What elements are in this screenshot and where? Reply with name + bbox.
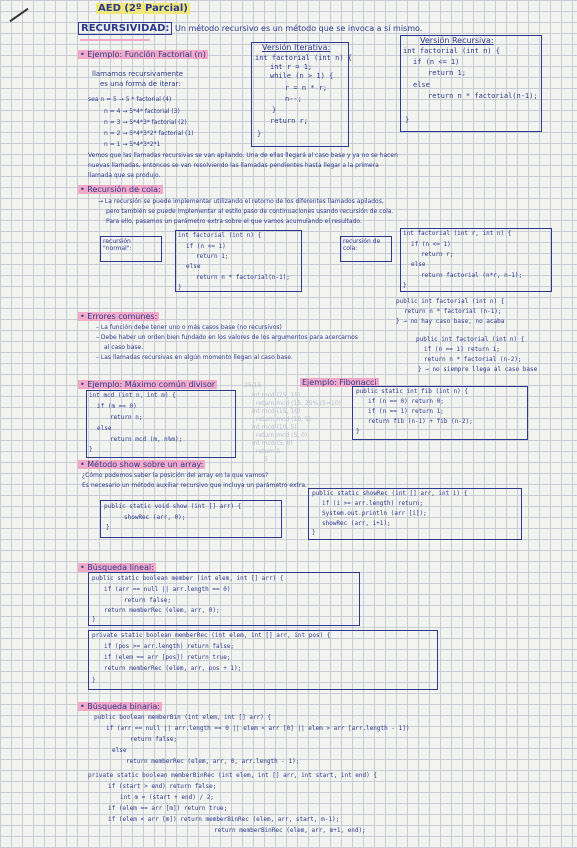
fib-code-1: if (n == 0) return 0; bbox=[368, 398, 444, 405]
fib-code-3: return fib (n-1) + fib (n-2); bbox=[368, 418, 473, 425]
rec-code-2: return 1; bbox=[428, 69, 466, 77]
normal-code-2: return 1; bbox=[196, 253, 229, 260]
rec-code-0: int factorial (int n) { bbox=[403, 47, 500, 55]
mcd-trace-3: int mcd (15, 10) bbox=[252, 408, 301, 415]
iter-code-7: } bbox=[257, 130, 262, 138]
iter-version-title: Versión Iterativa: bbox=[262, 43, 331, 52]
normal-code-0: int factorial (int n) { bbox=[178, 232, 262, 239]
page-title: AED (2º Parcial) bbox=[98, 3, 188, 14]
tail-code-1: if (n <= 1) bbox=[411, 241, 451, 248]
tail-code-4: return factorial (n*r, n-1); bbox=[421, 272, 523, 279]
lineal-code1-3: return memberRec (elem, arr, 0); bbox=[104, 607, 220, 614]
errores-side-3: public int factorial (int n) { bbox=[416, 336, 525, 343]
cola-line-0: → La recursión se puede implementar utilizando el retorno de los diferentes llamados apilados, bbox=[98, 198, 384, 205]
factorial-trace-4: n = 1 → 5*4*3*2*1 bbox=[104, 141, 161, 148]
lineal-code1-0: public static boolean member (int elem, int [] arr) { bbox=[92, 575, 284, 582]
rec-code-5: } bbox=[405, 116, 410, 124]
mcd-trace-6: return mcd (5, 0) bbox=[256, 432, 308, 439]
binaria-code-8: if (elem == arr [m]) return true; bbox=[108, 805, 228, 812]
normal-code-4: return n * factorial(n-1); bbox=[196, 274, 290, 281]
lineal-code2-3: return memberRec (elem, arr, pos + 1); bbox=[104, 665, 242, 672]
errores-line-1: – Debe haber un orden bien fundado en los valores de los argumentos para acercarnos bbox=[96, 334, 358, 341]
iter-code-6: return r; bbox=[270, 117, 308, 125]
mcd-trace-9: 5 bbox=[264, 456, 268, 463]
errores-side-5: return n * factorial (n-2); bbox=[424, 356, 522, 363]
tail-label: recursión de cola: bbox=[343, 238, 381, 252]
cola-bullet: • Recursión de cola: bbox=[80, 185, 161, 194]
binaria-code-6: if (start > end) return false; bbox=[108, 783, 217, 790]
show-code1-0: public static void show (int [] arr) { bbox=[104, 503, 242, 510]
cola-line-2: Para ello, pasamos un parámetro extra sobre el que vamos acumulando el resultado. bbox=[106, 218, 362, 225]
normal-code-1: if (n <= 1) bbox=[186, 243, 226, 250]
mcd-trace-7: int mcd (5, 0) bbox=[252, 440, 293, 447]
factorial-summary-2: llamada que se produjo. bbox=[88, 172, 161, 179]
normal-code-5: } bbox=[178, 284, 182, 291]
title-underline bbox=[80, 39, 150, 41]
tail-code-3: else bbox=[411, 261, 426, 268]
binaria-code-10: return memberBinRec (elem, arr, m+1, end); bbox=[214, 827, 366, 834]
iter-code-1: int r = 1; bbox=[270, 63, 313, 71]
binaria-bullet: • Búsqueda binaria: bbox=[80, 702, 160, 711]
fib-code-2: if (n == 1) return 1; bbox=[368, 408, 444, 415]
lineal-code1-4: } bbox=[92, 616, 96, 623]
cola-line-1: pero también se puede implementar al estilo paso de continuaciones usando recursión de cola. bbox=[106, 208, 394, 215]
rec-code-1: if (n <= 1) bbox=[413, 58, 460, 66]
show-code2-4: } bbox=[312, 529, 316, 536]
iter-code-5: } bbox=[272, 106, 277, 114]
show-bullet: • Método show sobre un array: bbox=[80, 460, 204, 469]
factorial-explain-1: es una forma de iterar: bbox=[100, 80, 181, 88]
mcd-code-4: return mcd (m, n%m); bbox=[110, 436, 183, 443]
errores-side-2: } → no hay caso base, no acaba bbox=[396, 318, 505, 325]
mcd-code-0: int mcd (int n, int m) { bbox=[89, 392, 176, 399]
iter-code-3: r = n * r; bbox=[285, 84, 328, 92]
mcd-trace-1: int mcd (25, 15) bbox=[252, 392, 301, 399]
show-line-1: Es necesario un método auxiliar recursivo que incluya un parámetro extra. bbox=[82, 482, 307, 489]
mcd-code-box bbox=[86, 390, 236, 458]
mcd-trace-2: return mcd (15, 25%15=10) bbox=[256, 400, 341, 407]
show-code2-1: if (i >= arr.length) return; bbox=[322, 500, 424, 507]
errores-side-0: public int factorial (int n) { bbox=[396, 298, 505, 305]
fib-code-0: public static int fib (int n) { bbox=[356, 388, 468, 395]
binaria-code-5: private static boolean memberBinRec (int elem, int [] arr, int start, int end) { bbox=[88, 772, 377, 779]
show-code2-0: public static showRec (int [] arr, int i) { bbox=[312, 490, 468, 497]
factorial-explain-0: llamamos recursivamente bbox=[92, 70, 184, 78]
lineal-code1-1: if (arr == null || arr.length == 0) bbox=[104, 586, 231, 593]
binaria-code-9: if (elem < arr [m]) return memberBinRec (elem, arr, start, m-1); bbox=[108, 816, 340, 823]
mcd-trace-0: 25/15 bbox=[244, 382, 262, 389]
iter-code-0: int factorial (int n) { bbox=[255, 54, 352, 62]
mcd-trace-4: return mcd (10, 5) bbox=[256, 416, 312, 423]
binaria-code-3: else bbox=[112, 747, 127, 754]
normal-code-box bbox=[175, 230, 302, 292]
rec-version-title: Versión Recursiva: bbox=[420, 36, 494, 45]
mcd-code-1: if (m == 0) bbox=[97, 403, 137, 410]
factorial-trace-3: n = 2 → 5*4*3*2* factorial (1) bbox=[104, 130, 194, 137]
mcd-code-2: return n; bbox=[110, 414, 143, 421]
errores-bullet: • Errores comunes: bbox=[80, 312, 158, 321]
binaria-code-7: int m = (start + end) / 2; bbox=[120, 794, 214, 801]
factorial-bullet: • Ejemplo: Función Factorial (n) bbox=[80, 50, 206, 59]
factorial-trace-0: sea n = 5 → 5 * factorial (4) bbox=[88, 96, 172, 103]
rec-code-4: return n * factorial(n-1); bbox=[428, 92, 538, 100]
pencil-mark-icon bbox=[9, 8, 28, 22]
show-code2-2: System.out.println (arr [i]); bbox=[322, 510, 427, 517]
binaria-code-4: return memberRec (elem, arr, 0, arr.length - 1); bbox=[126, 758, 300, 765]
show-code1-2: } bbox=[106, 524, 110, 531]
normal-label: recursión "normal": bbox=[103, 238, 132, 252]
lineal-code2-2: if (elem == arr [pos]) return true; bbox=[104, 654, 231, 661]
lineal-code2-0: private static boolean memberRec (int elem, int [] arr, int pos) { bbox=[92, 632, 331, 639]
fib-title: Ejemplo: Fibonacci bbox=[302, 378, 377, 387]
show-code2-3: showRec (arr, i+1); bbox=[322, 520, 391, 527]
lineal-code1-2: return false; bbox=[124, 597, 171, 604]
normal-code-3: else bbox=[186, 263, 201, 270]
show-code1-1: showRec (arr, 0); bbox=[124, 514, 186, 521]
mcd-code-3: else bbox=[97, 425, 112, 432]
tail-code-0: int factorial (int r, int n) { bbox=[403, 230, 512, 237]
mcd-bullet: • Ejemplo: Máximo común divisor bbox=[80, 380, 216, 389]
binaria-code-2: return false; bbox=[130, 736, 177, 743]
tail-code-2: return r; bbox=[421, 251, 454, 258]
tail-code-box bbox=[400, 228, 552, 292]
errores-side-1: return n * factorial (n-1); bbox=[404, 308, 502, 315]
lineal-bullet: • Búsqueda lineal: bbox=[80, 563, 154, 572]
mcd-trace-5: int mcd (10, 5) bbox=[252, 424, 297, 431]
factorial-trace-1: n = 4 → 5*4* factorial (3) bbox=[104, 108, 180, 115]
recursividad-text: Un método recursivo es un método que se invoca a sí mismo. bbox=[174, 24, 423, 33]
recursividad-label: RECURSIVIDAD: bbox=[78, 22, 172, 35]
errores-side-6: } → no siempre llega al caso base bbox=[418, 366, 538, 373]
show-line-0: ¿Cómo podemos saber la posición del array en la que vamos? bbox=[82, 472, 269, 479]
factorial-trace-2: n = 3 → 5*4*3* factorial (2) bbox=[104, 119, 187, 126]
recursividad-definition bbox=[78, 24, 422, 33]
mcd-code-5: } bbox=[89, 446, 93, 453]
rec-code-3: else bbox=[413, 81, 430, 89]
mcd-trace-8: return 5 bbox=[256, 448, 281, 455]
binaria-code-0: public boolean memberBin (int elem, int [] arr) { bbox=[94, 714, 272, 721]
fib-code-4: } bbox=[356, 428, 360, 435]
factorial-summary-1: nuevas llamadas, entonces se van resolviendo las llamadas pendientes hasta llegar a la primera bbox=[88, 162, 379, 169]
iter-code-2: while (n > 1) { bbox=[270, 72, 334, 80]
lineal-code2-1: if (pos >= arr.length) return false; bbox=[104, 643, 235, 650]
lineal-code2-4: } bbox=[92, 677, 96, 684]
errores-line-3: – Las llamadas recursivas en algún momento llegan al caso base. bbox=[96, 354, 293, 361]
errores-line-0: – La función debe tener uno o más casos base (no recursivos) bbox=[96, 324, 282, 331]
iter-code-4: n--; bbox=[285, 95, 302, 103]
errores-line-2: al caso base. bbox=[104, 344, 144, 351]
errores-side-4: if (n == 1) return 1; bbox=[424, 346, 500, 353]
factorial-summary-0: Vemos que las llamadas recursivas se van apilando. Una de ellas llegará al caso base y ya no se hacen bbox=[88, 152, 398, 159]
binaria-code-1: if (arr == null || arr.length == 0 || elem < arr [0] || elem > arr [arr.length - 1]) bbox=[106, 725, 410, 732]
tail-code-5: } bbox=[403, 282, 407, 289]
